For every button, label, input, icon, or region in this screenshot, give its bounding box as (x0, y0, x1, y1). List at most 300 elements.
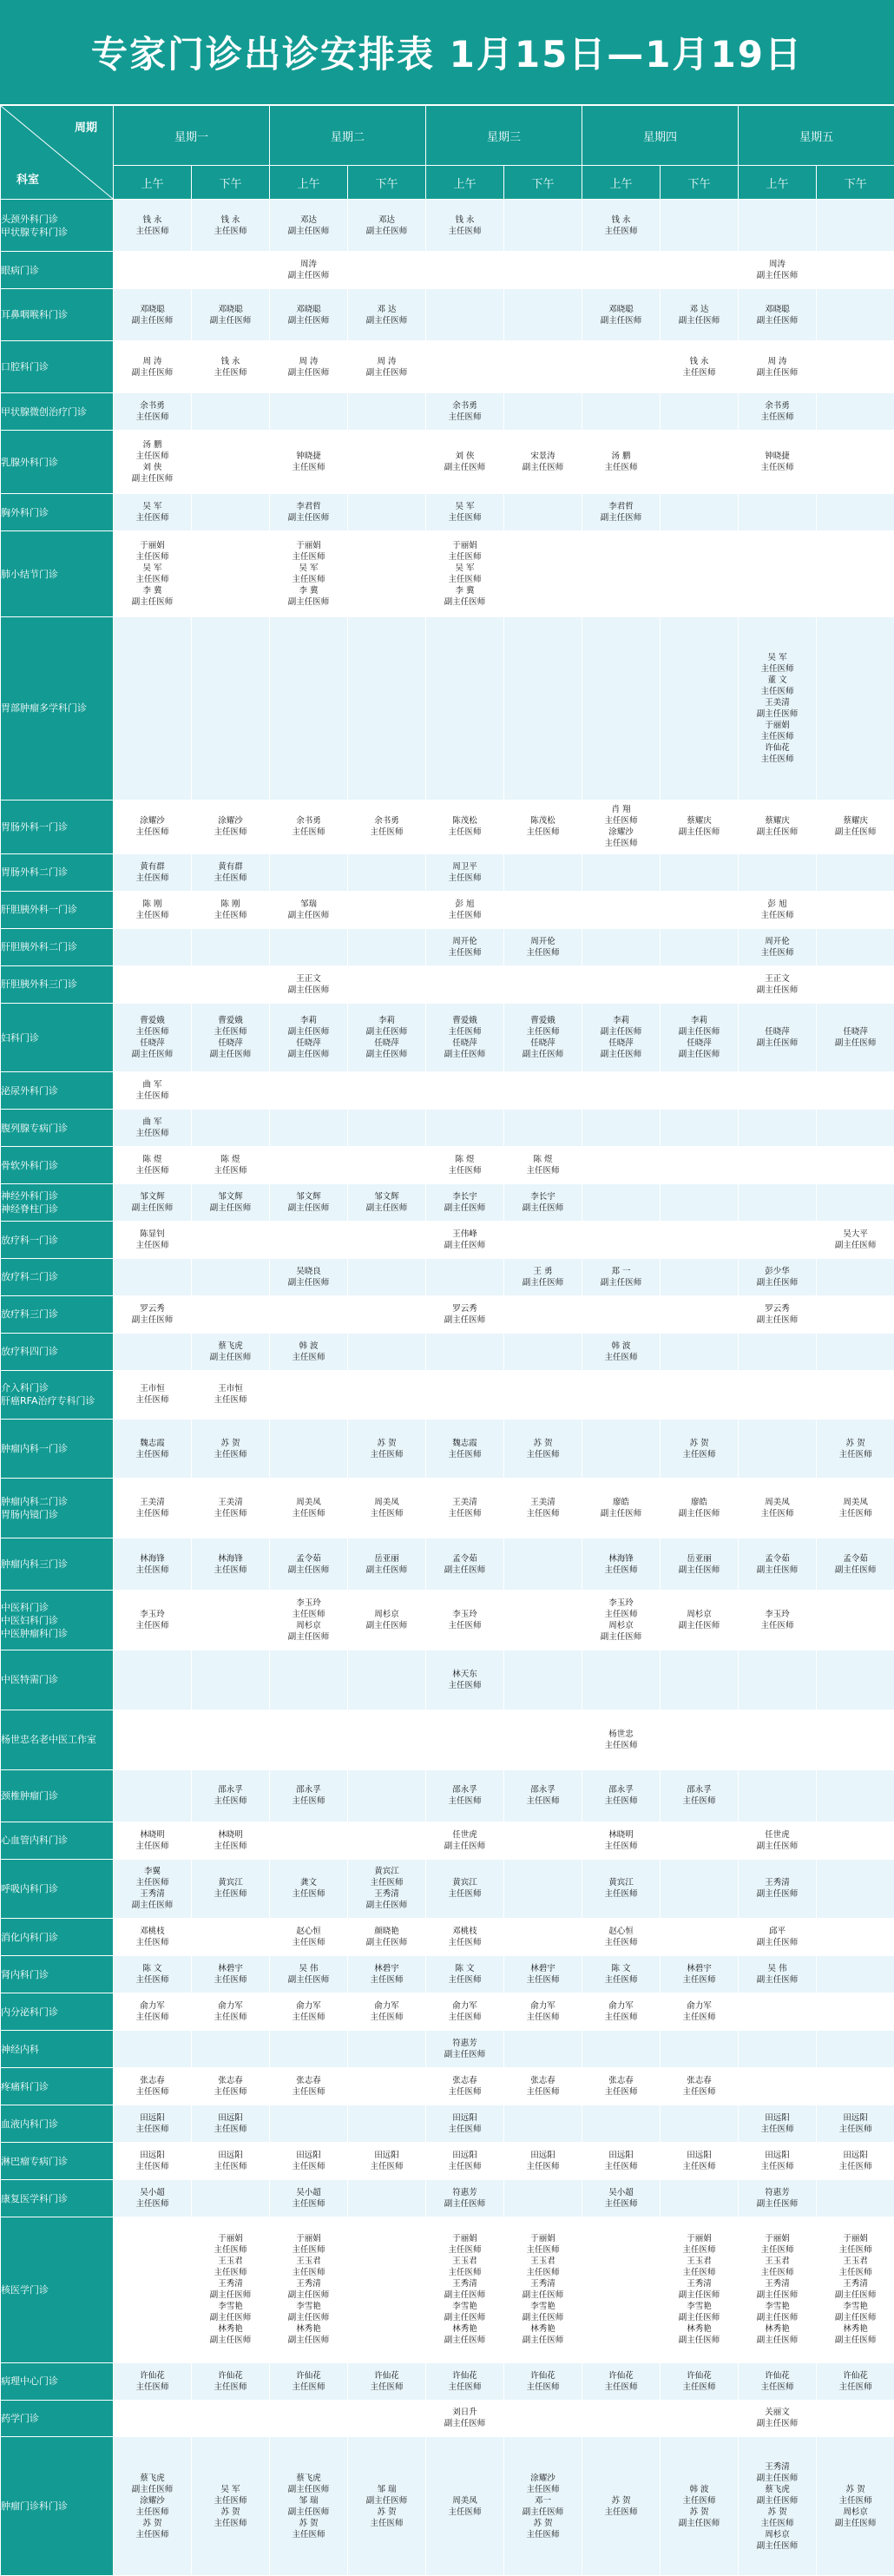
slot-header: 上午 (114, 166, 192, 200)
doctor-cell (661, 891, 739, 928)
department-name: 核医学门诊 (1, 2217, 114, 2362)
doctor-cell (504, 494, 582, 531)
doctor-cell: 钟晓捷 主任医师 (739, 431, 817, 494)
doctor-cell (192, 1072, 270, 1110)
doctor-cell (348, 891, 426, 928)
doctor-cell: 李君哲 副主任医师 (270, 494, 348, 531)
doctor-cell (504, 2180, 582, 2217)
department-name: 腹列腺专病门诊 (1, 1110, 114, 1147)
doctor-cell: 邵永孚 主任医师 (661, 1769, 739, 1822)
slot-header: 下午 (661, 166, 739, 200)
doctor-cell (504, 252, 582, 289)
doctor-cell (817, 200, 894, 252)
department-name: 肿瘤内科二门诊 胃肠内镜门诊 (1, 1479, 114, 1538)
department-name: 妇科门诊 (1, 1003, 114, 1071)
doctor-cell: 蔡飞虎 副主任医师 (192, 1333, 270, 1370)
department-name: 神经内科 (1, 2031, 114, 2068)
doctor-cell (661, 853, 739, 891)
doctor-cell: 周开伦 主任医师 (739, 928, 817, 965)
doctor-cell: 王美清 主任医师 (504, 1479, 582, 1538)
day-header: 星期五 (739, 106, 894, 166)
table-row (1, 1538, 894, 1591)
doctor-cell (114, 2400, 192, 2437)
doctor-cell: 符惠芳 副主任医师 (426, 2180, 504, 2217)
doctor-cell (426, 965, 504, 1003)
doctor-cell (426, 1333, 504, 1370)
doctor-cell (426, 617, 504, 800)
doctor-cell: 邹文辉 副主任医师 (114, 1184, 192, 1222)
doctor-cell (504, 1591, 582, 1650)
doctor-cell: 蔡耀庆 副主任医师 (817, 800, 894, 853)
table-corner-header (1, 106, 114, 200)
doctor-cell: 林晓明 主任医师 (582, 1822, 661, 1859)
doctor-cell (114, 2217, 192, 2362)
doctor-cell (192, 1650, 270, 1710)
doctor-cell: 李玉玲 主任医师 (739, 1591, 817, 1650)
doctor-cell (348, 1222, 426, 1259)
doctor-cell: 张志春 主任医师 (426, 2068, 504, 2105)
doctor-cell (348, 252, 426, 289)
table-row (1, 431, 894, 494)
doctor-cell: 孟令茹 副主任医师 (426, 1538, 504, 1591)
doctor-cell (114, 928, 192, 965)
doctor-cell: 于丽娟 主任医师 吴 军 主任医师 李 冀 副主任医师 (270, 531, 348, 617)
doctor-cell: 俞力军 主任医师 (348, 1993, 426, 2031)
doctor-cell: 俞力军 主任医师 (114, 1993, 192, 2031)
doctor-cell: 张志春 主任医师 (661, 2068, 739, 2105)
doctor-cell: 郑 一 副主任医师 (582, 1259, 661, 1296)
table-row (1, 393, 894, 431)
doctor-cell: 于丽娟 主任医师 王玉君 主任医师 王秀清 副主任医师 李雪艳 副主任医师 林秀艳 副主任医师 (661, 2217, 739, 2362)
doctor-cell: 吴 军 主任医师 苏 贺 主任医师 (192, 2437, 270, 2576)
doctor-cell: 苏 贺 主任医师 (661, 1419, 739, 1479)
department-name: 口腔科门诊 (1, 341, 114, 393)
department-name: 病理中心门诊 (1, 2362, 114, 2400)
doctor-cell: 田远阳 主任医师 (114, 2105, 192, 2143)
doctor-cell (817, 1184, 894, 1222)
doctor-cell: 周 涛 副主任医师 (348, 341, 426, 393)
doctor-cell: 王 勇 副主任医师 (504, 1259, 582, 1296)
doctor-cell (348, 617, 426, 800)
doctor-cell: 陈 煜 主任医师 (192, 1147, 270, 1184)
doctor-cell (504, 1370, 582, 1419)
doctor-cell: 刘 侠 副主任医师 (426, 431, 504, 494)
doctor-cell (270, 1295, 348, 1333)
doctor-cell: 陈 文 主任医师 (114, 1956, 192, 1993)
doctor-cell: 苏 贺 主任医师 (348, 1419, 426, 1479)
department-name: 杨世忠名老中医工作室 (1, 1710, 114, 1769)
doctor-cell: 陈 煜 主任医师 (114, 1147, 192, 1184)
doctor-cell (192, 252, 270, 289)
doctor-cell (739, 853, 817, 891)
doctor-cell (348, 1110, 426, 1147)
doctor-cell (817, 617, 894, 800)
doctor-cell (348, 494, 426, 531)
department-name: 乳腺外科门诊 (1, 431, 114, 494)
doctor-cell (348, 1333, 426, 1370)
doctor-cell: 李翼 主任医师 王秀清 副主任医师 (114, 1859, 192, 1919)
doctor-cell (739, 1993, 817, 2031)
doctor-cell: 王正文 副主任医师 (270, 965, 348, 1003)
doctor-cell: 苏 贺 主任医师 (817, 1419, 894, 1479)
doctor-cell (817, 1859, 894, 1919)
doctor-cell: 林碧宇 主任医师 (661, 1956, 739, 1993)
department-name: 淋巴瘤专病门诊 (1, 2143, 114, 2180)
doctor-cell: 王伟峰 副主任医师 (426, 1222, 504, 1259)
department-name: 肿瘤内科一门诊 (1, 1419, 114, 1479)
doctor-cell: 苏 贺 主任医师 (504, 1419, 582, 1479)
doctor-cell: 彭 旭 主任医师 (426, 891, 504, 928)
table-row (1, 341, 894, 393)
doctor-cell (817, 965, 894, 1003)
table-row (1, 252, 894, 289)
doctor-cell: 罗云秀 副主任医师 (114, 1295, 192, 1333)
doctor-cell: 邵永孚 主任医师 (192, 1769, 270, 1822)
doctor-cell (270, 2400, 348, 2437)
doctor-cell (426, 1110, 504, 1147)
doctor-cell: 于丽娟 主任医师 王玉君 主任医师 王秀清 副主任医师 李雪艳 副主任医师 林秀艳 副主任医师 (504, 2217, 582, 2362)
doctor-cell: 田远阳 主任医师 (582, 2143, 661, 2180)
doctor-cell (817, 1591, 894, 1650)
doctor-cell: 余书勇 主任医师 (426, 393, 504, 431)
table-row (1, 1370, 894, 1419)
doctor-cell: 邵永孚 主任医师 (582, 1769, 661, 1822)
doctor-cell: 邹文辉 副主任医师 (270, 1184, 348, 1222)
department-name: 耳鼻咽喉科门诊 (1, 289, 114, 341)
department-name: 胸外科门诊 (1, 494, 114, 531)
department-name: 放疗科二门诊 (1, 1259, 114, 1296)
doctor-cell (661, 2180, 739, 2217)
slot-header: 下午 (504, 166, 582, 200)
doctor-cell (504, 1110, 582, 1147)
doctor-cell: 陈 煜 主任医师 (504, 1147, 582, 1184)
doctor-cell (504, 1072, 582, 1110)
doctor-cell: 俞力军 主任医师 (192, 1993, 270, 2031)
doctor-cell: 王市恒 主任医师 (192, 1370, 270, 1419)
doctor-cell: 黄有群 主任医师 (192, 853, 270, 891)
doctor-cell: 陈 煜 主任医师 (426, 1147, 504, 1184)
doctor-cell: 田远阳 主任医师 (739, 2105, 817, 2143)
doctor-cell: 许仙花 主任医师 (270, 2362, 348, 2400)
doctor-cell (739, 1333, 817, 1370)
doctor-cell (192, 1295, 270, 1333)
table-row (1, 1479, 894, 1538)
doctor-cell (582, 1110, 661, 1147)
table-row (1, 1956, 894, 1993)
table-row (1, 617, 894, 800)
doctor-cell: 余书勇 主任医师 (114, 393, 192, 431)
doctor-cell: 张志春 主任医师 (114, 2068, 192, 2105)
doctor-cell: 李莉 副主任医师 任晓萍 副主任医师 (661, 1003, 739, 1071)
doctor-cell (348, 2217, 426, 2362)
doctor-cell (582, 2105, 661, 2143)
doctor-cell: 曲 军 主任医师 (114, 1072, 192, 1110)
doctor-cell: 邓达 副主任医师 (270, 200, 348, 252)
doctor-cell: 林海锋 主任医师 (192, 1538, 270, 1591)
doctor-cell: 吴小超 主任医师 (582, 2180, 661, 2217)
doctor-cell (348, 965, 426, 1003)
department-name: 肝胆胰外科一门诊 (1, 891, 114, 928)
doctor-cell (582, 1147, 661, 1184)
department-name: 内分泌科门诊 (1, 1993, 114, 2031)
schedule-body (1, 200, 894, 2576)
department-name: 胃部肿瘤多学科门诊 (1, 617, 114, 800)
doctor-cell: 钱 永 主任医师 (114, 200, 192, 252)
doctor-cell (270, 393, 348, 431)
doctor-cell (739, 1222, 817, 1259)
doctor-cell (348, 1769, 426, 1822)
doctor-cell (504, 1919, 582, 1956)
doctor-cell (817, 252, 894, 289)
doctor-cell (270, 2031, 348, 2068)
doctor-cell: 周卫平 主任医师 (426, 853, 504, 891)
doctor-cell (348, 431, 426, 494)
doctor-cell (504, 200, 582, 252)
doctor-cell: 李玉玲 主任医师 (114, 1591, 192, 1650)
doctor-cell (661, 2400, 739, 2437)
doctor-cell: 蔡耀庆 副主任医师 (739, 800, 817, 853)
doctor-cell: 邹瑞 副主任医师 (270, 891, 348, 928)
doctor-cell (661, 1859, 739, 1919)
department-name: 肾内科门诊 (1, 1956, 114, 1993)
doctor-cell: 汤 鹏 主任医师 (582, 431, 661, 494)
doctor-cell (504, 1650, 582, 1710)
doctor-cell (192, 617, 270, 800)
doctor-cell (348, 1650, 426, 1710)
doctor-cell: 林海锋 主任医师 (114, 1538, 192, 1591)
table-row (1, 1591, 894, 1650)
doctor-cell (582, 1222, 661, 1259)
department-name: 介入科门诊 肝癌RFA治疗专科门诊 (1, 1370, 114, 1419)
doctor-cell (504, 531, 582, 617)
department-name: 肺小结节门诊 (1, 531, 114, 617)
department-name: 中医特需门诊 (1, 1650, 114, 1710)
department-name: 放疗科四门诊 (1, 1333, 114, 1370)
doctor-cell: 罗云秀 副主任医师 (739, 1295, 817, 1333)
department-name: 疼痛科门诊 (1, 2068, 114, 2105)
table-row (1, 1859, 894, 1919)
doctor-cell (661, 1072, 739, 1110)
table-row (1, 1650, 894, 1710)
doctor-cell: 任晓萍 副主任医师 (739, 1003, 817, 1071)
doctor-cell (426, 252, 504, 289)
doctor-cell: 苏 贺 主任医师 周杉京 副主任医师 (817, 2437, 894, 2576)
doctor-cell (817, 853, 894, 891)
doctor-cell: 林晓明 主任医师 (114, 1822, 192, 1859)
doctor-cell (661, 1147, 739, 1184)
doctor-cell (426, 341, 504, 393)
doctor-cell (348, 393, 426, 431)
doctor-cell: 田远阳 主任医师 (817, 2105, 894, 2143)
doctor-cell (504, 2400, 582, 2437)
doctor-cell: 周美凤 主任医师 (739, 1479, 817, 1538)
table-row (1, 891, 894, 928)
doctor-cell: 吴小超 主任医师 (270, 2180, 348, 2217)
doctor-cell (582, 1072, 661, 1110)
doctor-cell: 王市恒 主任医师 (114, 1370, 192, 1419)
doctor-cell (661, 2105, 739, 2143)
doctor-cell: 邹文辉 副主任医师 (348, 1184, 426, 1222)
doctor-cell (192, 2400, 270, 2437)
doctor-cell: 岳亚丽 副主任医师 (661, 1538, 739, 1591)
doctor-cell: 周涛 副主任医师 (739, 252, 817, 289)
doctor-cell (582, 1295, 661, 1333)
doctor-cell: 曹爱娥 主任医师 任晓萍 副主任医师 (504, 1003, 582, 1071)
doctor-cell (817, 1072, 894, 1110)
doctor-cell (192, 2180, 270, 2217)
doctor-cell: 韩 波 主任医师 苏 贺 副主任医师 (661, 2437, 739, 2576)
doctor-cell (192, 2031, 270, 2068)
table-row (1, 2031, 894, 2068)
department-name: 放疗科一门诊 (1, 1222, 114, 1259)
doctor-cell: 林碧宇 主任医师 (504, 1956, 582, 1993)
doctor-cell: 陈茂松 主任医师 (426, 800, 504, 853)
table-row (1, 1710, 894, 1769)
doctor-cell: 蔡耀庆 副主任医师 (661, 800, 739, 853)
doctor-cell (114, 1259, 192, 1296)
doctor-cell (504, 289, 582, 341)
department-name: 眼病门诊 (1, 252, 114, 289)
doctor-cell: 林碧宇 主任医师 (192, 1956, 270, 1993)
doctor-cell: 钱 永 主任医师 (661, 341, 739, 393)
doctor-cell: 孟令茹 副主任医师 (270, 1538, 348, 1591)
doctor-cell (114, 1710, 192, 1769)
doctor-cell (817, 1370, 894, 1419)
table-row (1, 1003, 894, 1071)
doctor-cell (270, 2105, 348, 2143)
doctor-cell (817, 2031, 894, 2068)
doctor-cell: 俞力军 主任医师 (582, 1993, 661, 2031)
department-name: 肝胆胰外科二门诊 (1, 928, 114, 965)
doctor-cell (426, 1072, 504, 1110)
doctor-cell (348, 531, 426, 617)
doctor-cell: 李玉玲 主任医师 (426, 1591, 504, 1650)
doctor-cell: 邱平 副主任医师 (739, 1919, 817, 1956)
doctor-cell (582, 393, 661, 431)
doctor-cell: 俞力军 主任医师 (270, 1993, 348, 2031)
doctor-cell: 曹爱娥 主任医师 任晓萍 副主任医师 (114, 1003, 192, 1071)
doctor-cell: 王正文 副主任医师 (739, 965, 817, 1003)
doctor-cell (270, 1222, 348, 1259)
slot-header: 下午 (817, 166, 894, 200)
doctor-cell (270, 1822, 348, 1859)
doctor-cell: 张志春 主任医师 (270, 2068, 348, 2105)
doctor-cell: 李莉 副主任医师 任晓萍 副主任医师 (582, 1003, 661, 1071)
doctor-cell: 钱 永 主任医师 (582, 200, 661, 252)
doctor-cell: 周开伦 主任医师 (426, 928, 504, 965)
table-row (1, 2437, 894, 2576)
doctor-cell: 田远阳 主任医师 (426, 2105, 504, 2143)
doctor-cell: 蔡飞虎 副主任医师 邹 瑞 副主任医师 苏 贺 主任医师 (270, 2437, 348, 2576)
doctor-cell: 余书勇 主任医师 (348, 800, 426, 853)
doctor-cell: 苏 贺 主任医师 (582, 2437, 661, 2576)
table-row (1, 1993, 894, 2031)
department-name: 血液内科门诊 (1, 2105, 114, 2143)
doctor-cell (661, 1919, 739, 1956)
doctor-cell (582, 2400, 661, 2437)
doctor-cell (817, 891, 894, 928)
doctor-cell (817, 2180, 894, 2217)
doctor-cell (270, 1147, 348, 1184)
doctor-cell: 周美凤 主任医师 (348, 1479, 426, 1538)
doctor-cell: 许仙花 主任医师 (114, 2362, 192, 2400)
doctor-cell (504, 341, 582, 393)
doctor-cell (504, 1710, 582, 1769)
doctor-cell (661, 200, 739, 252)
doctor-cell: 邓 达 副主任医师 (348, 289, 426, 341)
doctor-cell: 符惠芳 副主任医师 (739, 2180, 817, 2217)
doctor-cell (504, 1859, 582, 1919)
doctor-cell: 汤 鹏 主任医师 刘 侠 副主任医师 (114, 431, 192, 494)
doctor-cell: 赵心恒 主任医师 (270, 1919, 348, 1956)
slot-header: 上午 (739, 166, 817, 200)
doctor-cell: 吴 军 主任医师 (426, 494, 504, 531)
doctor-cell (192, 928, 270, 965)
doctor-cell (582, 2217, 661, 2362)
department-name: 心血管内科门诊 (1, 1822, 114, 1859)
doctor-cell: 周杉京 副主任医师 (348, 1591, 426, 1650)
doctor-cell: 许仙花 主任医师 (504, 2362, 582, 2400)
doctor-cell: 田远阳 主任医师 (661, 2143, 739, 2180)
doctor-cell: 涂耀沙 主任医师 (192, 800, 270, 853)
doctor-cell: 吴 军 主任医师 (114, 494, 192, 531)
doctor-cell (270, 1370, 348, 1419)
doctor-cell: 李莉 副主任医师 任晓萍 副主任医师 (348, 1003, 426, 1071)
day-header: 星期二 (270, 106, 426, 166)
doctor-cell: 孟令茹 副主任医师 (739, 1538, 817, 1591)
doctor-cell (739, 1110, 817, 1147)
doctor-cell: 陈显钊 主任医师 (114, 1222, 192, 1259)
doctor-cell (661, 431, 739, 494)
table-row (1, 2143, 894, 2180)
doctor-cell: 罗云秀 副主任医师 (426, 1295, 504, 1333)
doctor-cell: 许仙花 主任医师 (426, 2362, 504, 2400)
doctor-cell (661, 1222, 739, 1259)
doctor-cell: 涂耀沙 主任医师 邓一 副主任医师 苏 贺 主任医师 (504, 2437, 582, 2576)
doctor-cell (817, 1993, 894, 2031)
doctor-cell (661, 494, 739, 531)
doctor-cell: 苏 贺 主任医师 (192, 1419, 270, 1479)
doctor-cell (817, 1710, 894, 1769)
doctor-cell: 黄有群 主任医师 (114, 853, 192, 891)
slot-header: 上午 (582, 166, 661, 200)
doctor-cell: 于丽娟 主任医师 王玉君 主任医师 王秀清 副主任医师 李雪艳 副主任医师 林秀艳 副主任医师 (739, 2217, 817, 2362)
doctor-cell: 陈 刚 主任医师 (114, 891, 192, 928)
doctor-cell: 符惠芳 副主任医师 (426, 2031, 504, 2068)
doctor-cell (348, 928, 426, 965)
doctor-cell (192, 1591, 270, 1650)
doctor-cell: 周杉京 副主任医师 (661, 1591, 739, 1650)
doctor-cell: 李玉玲 主任医师 周杉京 副主任医师 (270, 1591, 348, 1650)
doctor-cell: 廖皓 副主任医师 (582, 1479, 661, 1538)
doctor-cell: 林海锋 主任医师 (582, 1538, 661, 1591)
doctor-cell: 关丽文 副主任医师 (739, 2400, 817, 2437)
doctor-cell: 孟令茹 副主任医师 (817, 1538, 894, 1591)
doctor-cell (348, 2400, 426, 2437)
doctor-cell (504, 891, 582, 928)
doctor-cell (739, 200, 817, 252)
doctor-cell: 任世虎 副主任医师 (739, 1822, 817, 1859)
department-name: 颈椎肿瘤门诊 (1, 1769, 114, 1822)
doctor-cell: 王美清 主任医师 (114, 1479, 192, 1538)
doctor-cell: 田远阳 主任医师 (270, 2143, 348, 2180)
doctor-cell (582, 2031, 661, 2068)
table-row (1, 289, 894, 341)
doctor-cell: 田远阳 主任医师 (192, 2143, 270, 2180)
doctor-cell: 张志春 主任医师 (504, 2068, 582, 2105)
doctor-cell: 周开伦 主任医师 (504, 928, 582, 965)
doctor-cell: 邓晓聪 副主任医师 (114, 289, 192, 341)
